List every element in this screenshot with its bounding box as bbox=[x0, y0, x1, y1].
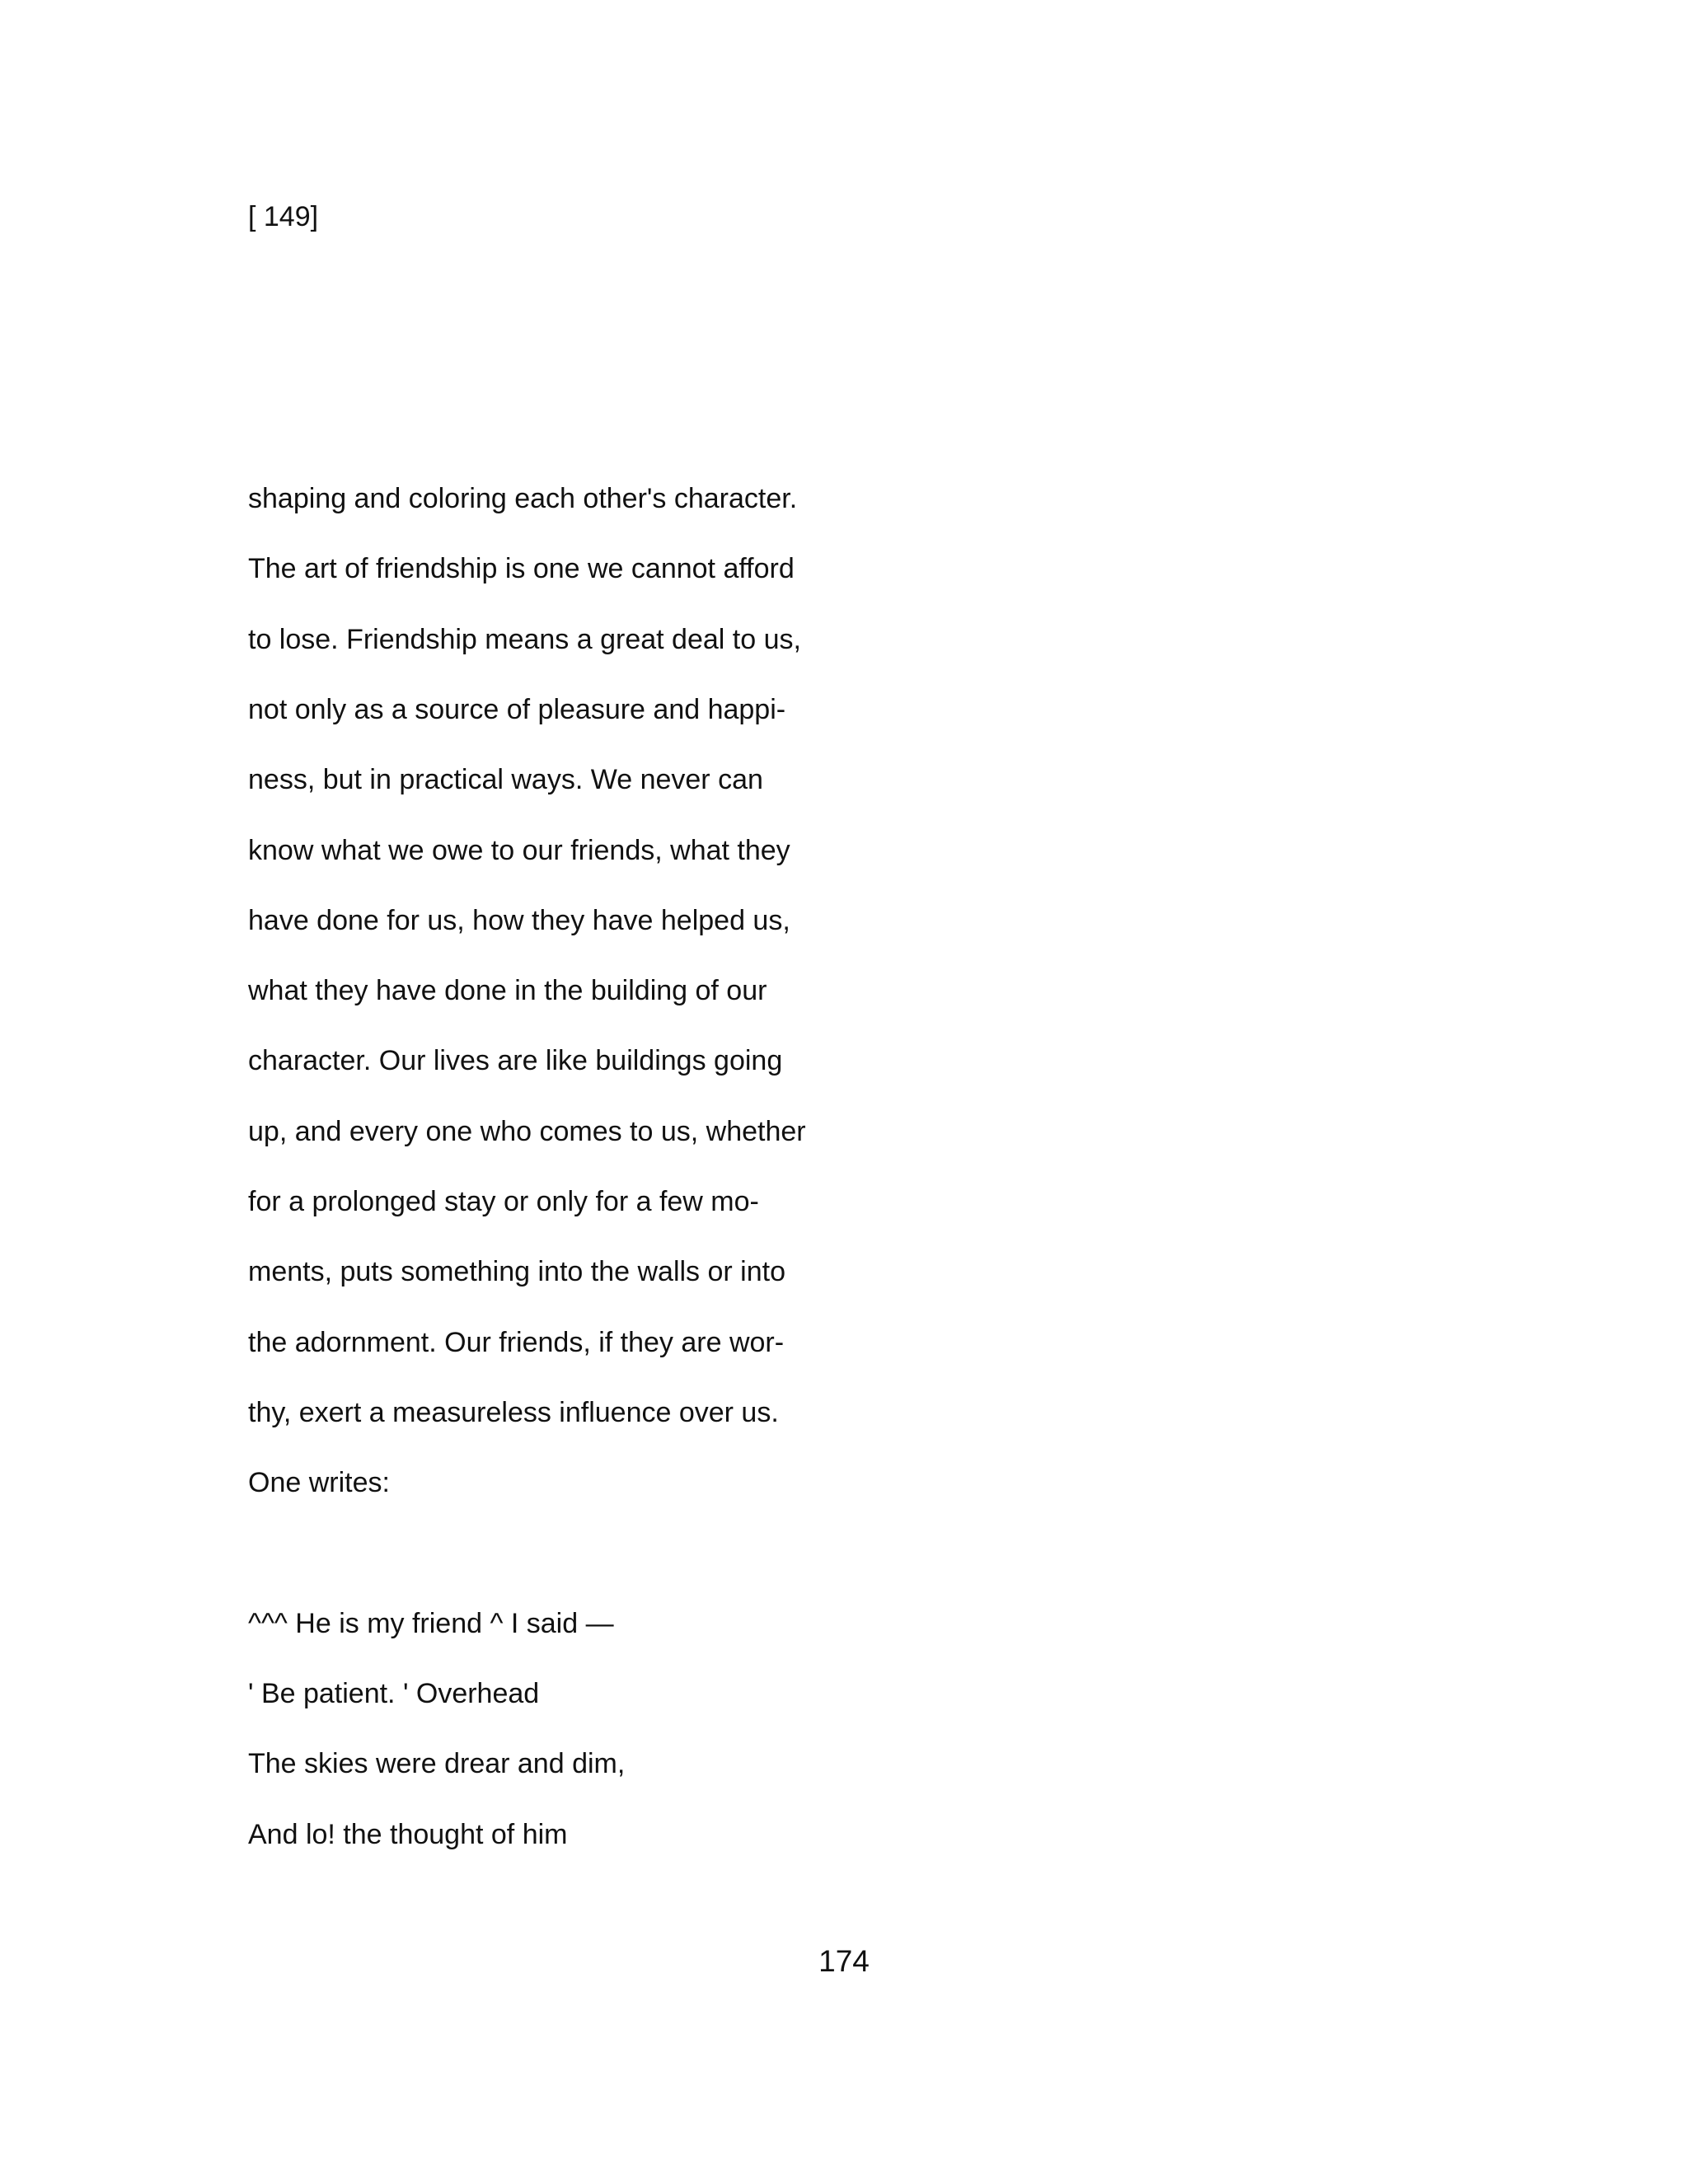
original-page-marker: [ 149] bbox=[248, 201, 319, 232]
page-number: 174 bbox=[818, 1944, 870, 1978]
body-line: ments, puts something into the walls or into bbox=[248, 1256, 785, 1287]
body-line: thy, exert a measureless influence over us. bbox=[248, 1397, 779, 1428]
body-line: for a prolonged stay or only for a few mo- bbox=[248, 1186, 759, 1217]
verse-line: ' Be patient. ' Overhead bbox=[248, 1678, 540, 1709]
verse-line: The skies were drear and dim, bbox=[248, 1748, 626, 1779]
body-line: know what we owe to our friends, what they bbox=[248, 835, 790, 866]
body-line: to lose. Friendship means a great deal to us, bbox=[248, 624, 801, 655]
body-line: what they have done in the building of our bbox=[248, 975, 767, 1006]
body-line: ness, but in practical ways. We never can bbox=[248, 764, 763, 795]
body-line: One writes: bbox=[248, 1467, 390, 1498]
body-line: The art of friendship is one we cannot afford bbox=[248, 553, 795, 584]
body-line: not only as a source of pleasure and happi- bbox=[248, 694, 786, 725]
body-line: character. Our lives are like buildings going bbox=[248, 1045, 783, 1076]
body-line: shaping and coloring each other's character. bbox=[248, 483, 798, 514]
verse-line: And lo! the thought of him bbox=[248, 1819, 568, 1850]
body-line: up, and every one who comes to us, whether bbox=[248, 1116, 806, 1147]
verse-line: ^^^ He is my friend ^ I said — bbox=[248, 1608, 614, 1639]
body-line: have done for us, how they have helped us, bbox=[248, 905, 790, 936]
body-line: the adornment. Our friends, if they are wor- bbox=[248, 1327, 785, 1358]
